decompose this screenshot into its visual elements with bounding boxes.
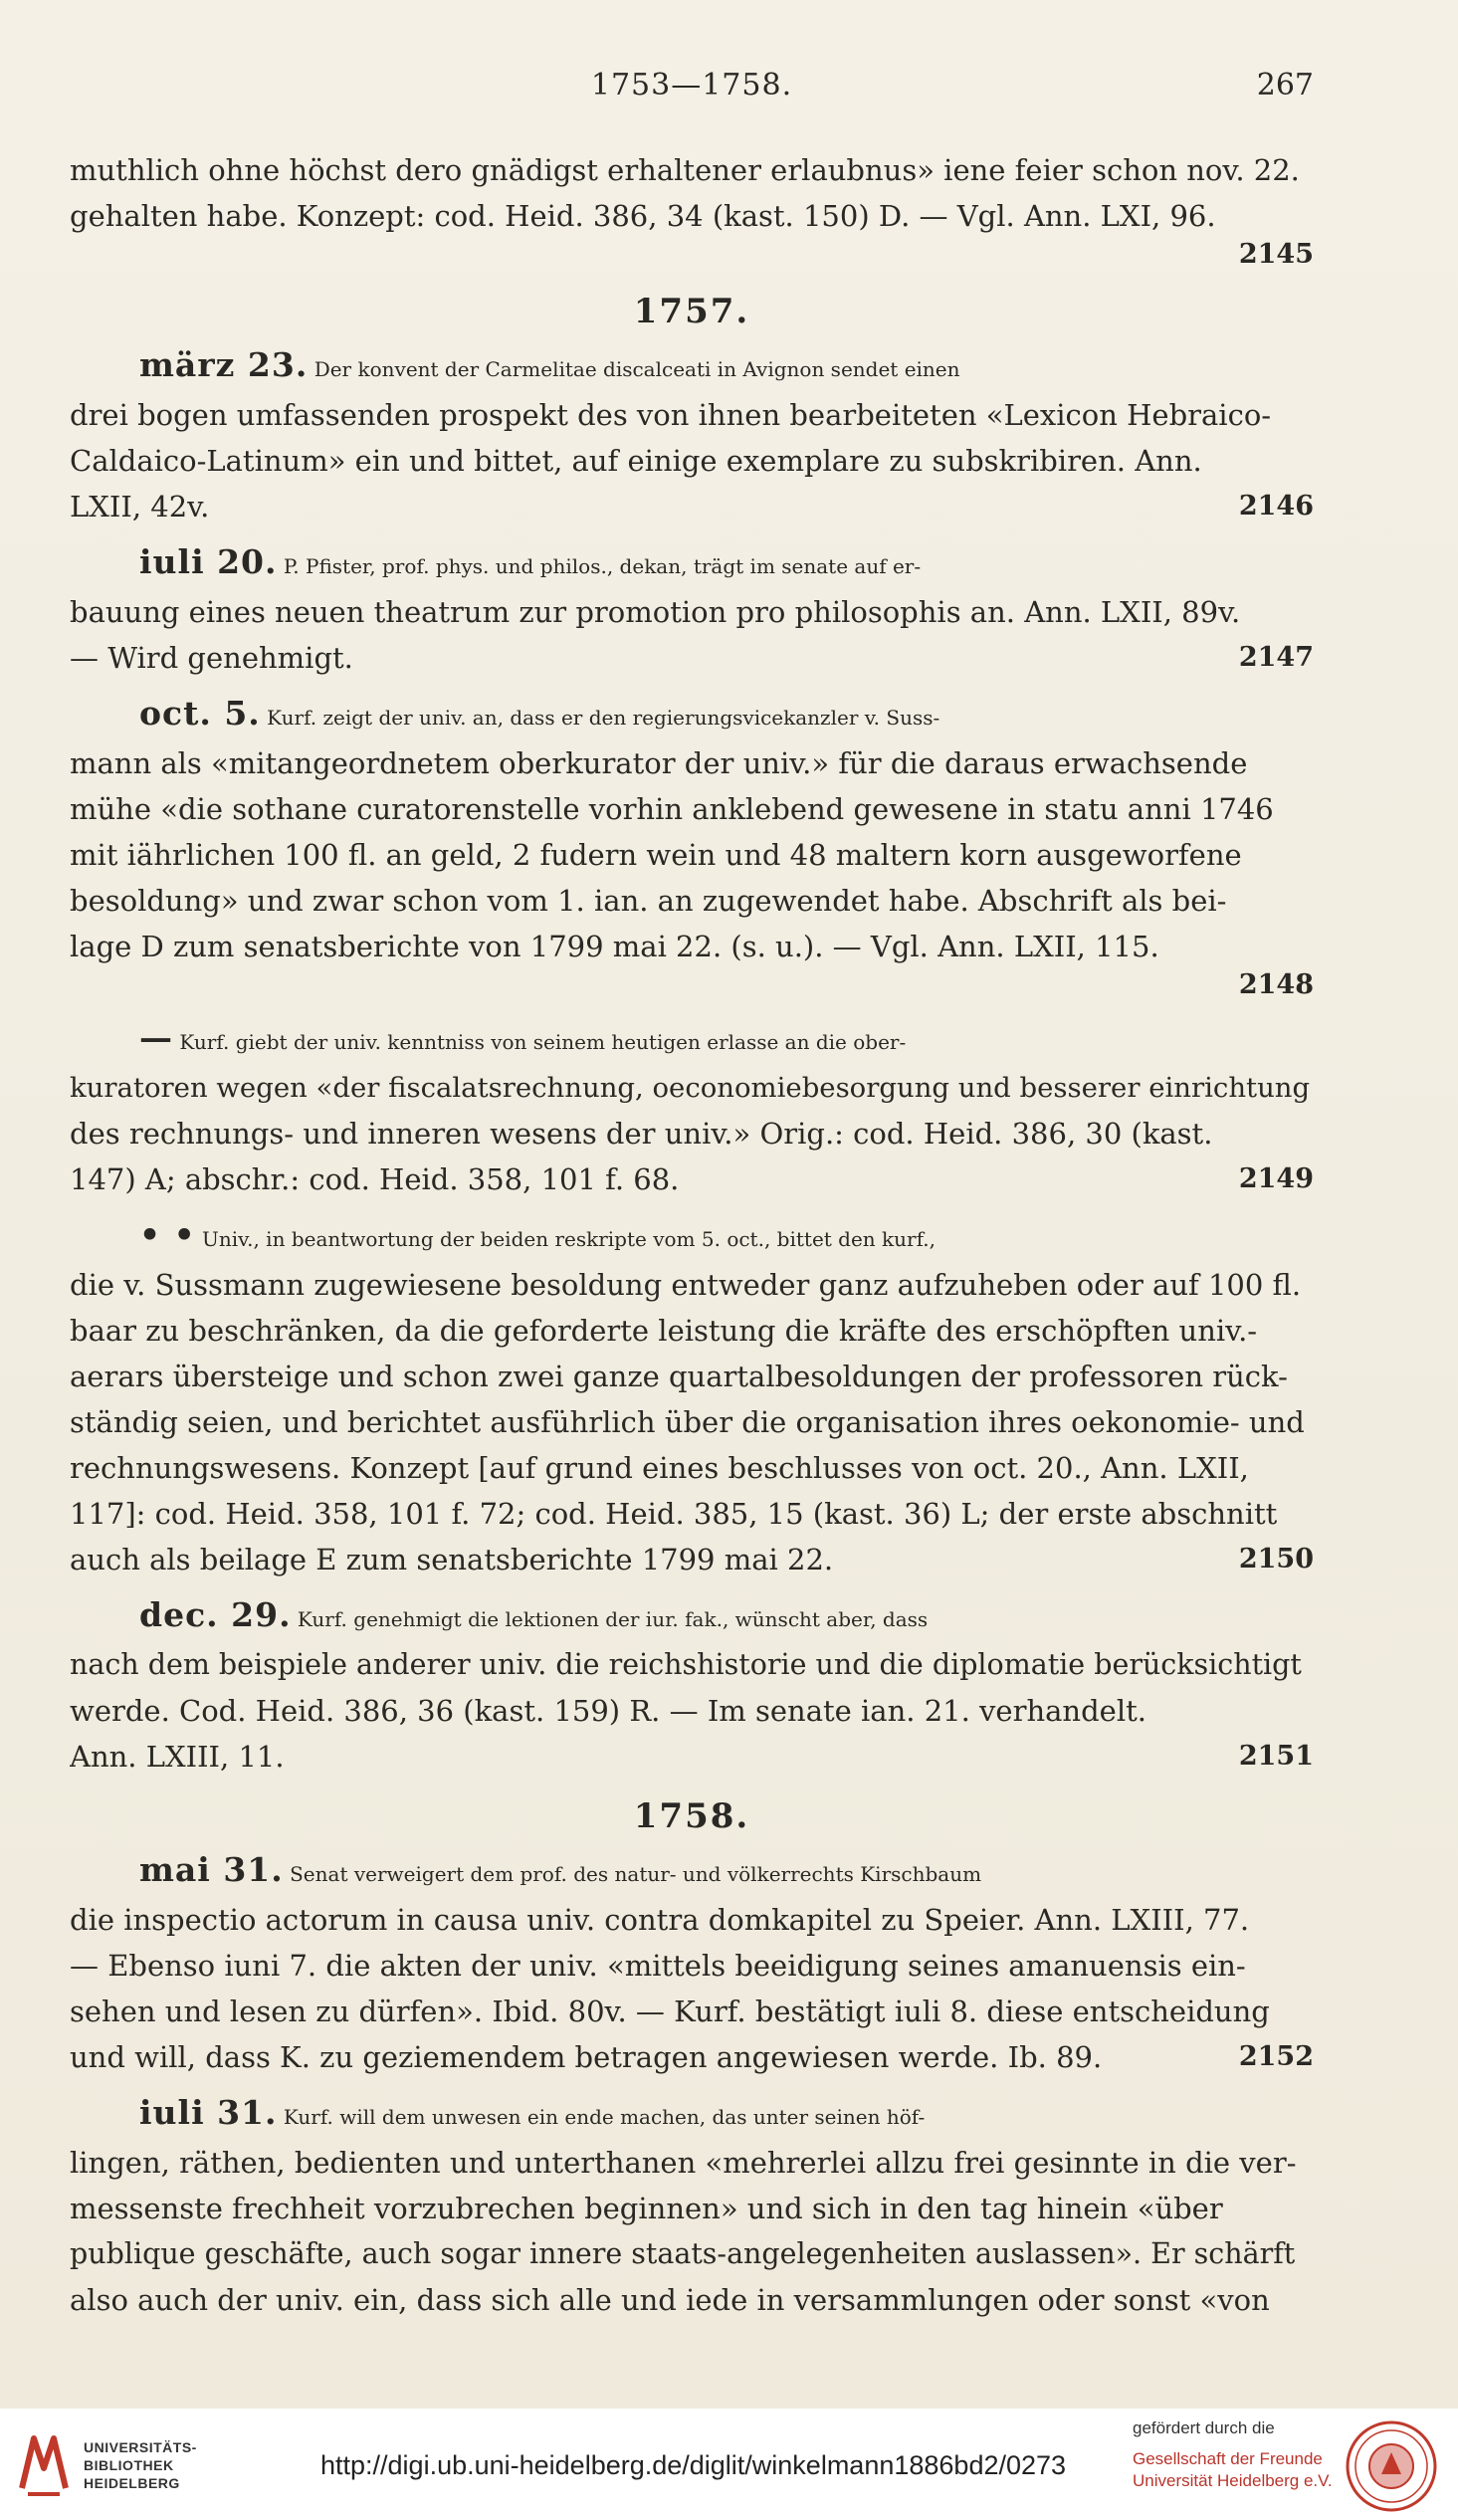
entry-line: [70, 832, 1314, 878]
entry-text: Univ., in beantwortung der beiden reskripte vom 5. oct., bittet den kurf.,: [202, 1227, 937, 1251]
entry-text: lage D zum senatsberichte von 1799 mai 22. (s. u.). — Vgl. Ann. LXII, 115.: [70, 930, 1159, 963]
entry-number: 2148: [1238, 969, 1314, 1000]
entry-line: [70, 342, 1314, 392]
entry-text: Caldaico-Latinum» ein und bittet, auf einige exemplare zu subskribiren. Ann.: [70, 444, 1202, 478]
entry-date: —: [139, 1018, 173, 1057]
entry-line: [70, 438, 1314, 484]
entry-text: — Wird genehmigt.: [70, 641, 353, 675]
entry-line: [70, 635, 1314, 681]
entry-date: dec. 29.: [139, 1595, 292, 1634]
entry-line: [70, 786, 1314, 832]
entry-text: werde. Cod. Heid. 386, 36 (kast. 159) R. — Im senate ian. 21. verhandelt.: [70, 1694, 1146, 1728]
entry-text: Senat verweigert dem prof. des natur- und völkerrechts Kirschbaum: [290, 1862, 982, 1886]
entry-line: [70, 924, 1314, 969]
university-library-logo-icon: [14, 2428, 74, 2498]
entry-line: [70, 1537, 1314, 1582]
university-seal-icon: [1344, 2418, 1439, 2514]
entry-date: märz 23.: [139, 345, 309, 384]
sponsor-line: Universität Heidelberg e.V.: [1133, 2471, 1333, 2490]
entry-text: baar zu beschränken, da die geforderte leistung die kräfte des erschöpften univ.-: [70, 1314, 1258, 1348]
entry-text: 147) A; abschr.: cod. Heid. 358, 101 f. 68.: [70, 1162, 680, 1196]
entry-date: oct. 5.: [139, 694, 261, 733]
register-entry: [70, 1847, 1314, 2080]
entry-number: 2149: [1238, 1163, 1314, 1194]
entry-text: drei bogen umfassenden prospekt des von ihnen bearbeiteten «Lexicon Hebraico-: [70, 398, 1272, 432]
entry-line: [70, 193, 1314, 239]
entry-text: auch als beilage E zum senatsberichte 1799 mai 22.: [70, 1543, 834, 1576]
footer-bar: [0, 2409, 1458, 2520]
register-entry: [70, 539, 1314, 681]
entry-date: • •: [139, 1215, 196, 1254]
entry-line: [70, 691, 1314, 740]
header-date-range: 1753—1758.: [590, 68, 793, 103]
entry-text: besoldung» und zwar schon vom 1. ian. an zugewendet habe. Abschrift als bei-: [70, 884, 1227, 918]
entry-line: [70, 589, 1314, 635]
entry-line: [70, 2231, 1314, 2277]
permalink-url[interactable]: http://digi.ub.uni-heidelberg.de/diglit/winkelmann1886bd2/0273: [320, 2450, 1067, 2480]
entry-text: bauung eines neuen theatrum zur promotion pro philosophis an. Ann. LXII, 89v.: [70, 595, 1241, 629]
entry-line: [70, 1065, 1314, 1111]
entry-line: [70, 1156, 1314, 1202]
entry-number: 2150: [1238, 1544, 1314, 1575]
entry-text: sehen und lesen zu dürfen». Ibid. 80v. — Kurf. bestätigt iuli 8. diese entscheidung: [70, 1995, 1270, 2028]
entry-line: [70, 1399, 1314, 1445]
entry-line: [70, 1989, 1314, 2034]
entry-text: publique geschäfte, auch sogar innere staats-angelegenheiten auslassen». Er schärft: [70, 2237, 1296, 2270]
entry-number: 2146: [1238, 491, 1314, 522]
entry-number: 2152: [1238, 2041, 1314, 2072]
register-entry: [70, 1592, 1314, 1780]
entry-text: mann als «mitangeordnetem oberkurator der univ.» für die daraus erwachsende: [70, 746, 1248, 780]
entry-text: lingen, räthen, bedienten und unterthanen «mehrerlei allzu frei gesinnte in die ver-: [70, 2146, 1297, 2180]
register-entry: [70, 2090, 1314, 2323]
entry-text: ständig seien, und berichtet ausführlich über die organisation ihres oekonomie- und: [70, 1405, 1305, 1439]
entry-line: [70, 2277, 1314, 2323]
entry-line: [70, 1491, 1314, 1537]
entry-line: [70, 1308, 1314, 1354]
year-heading: 1757.: [633, 292, 750, 331]
entry-text: und will, dass K. zu geziemendem betragen angewiesen werde. Ib. 89.: [70, 2040, 1103, 2074]
entry-text: aerars übersteige und schon zwei ganze quartalbesoldungen der professoren rück-: [70, 1360, 1288, 1393]
page-header: [70, 68, 1314, 117]
entry-text: Kurf. zeigt der univ. an, dass er den regierungsvicekanzler v. Suss-: [267, 706, 940, 730]
register-entry: [70, 1015, 1314, 1202]
entry-line: [70, 1592, 1314, 1642]
entry-text: mit iährlichen 100 fl. an geld, 2 fudern wein und 48 maltern korn ausgeworfene: [70, 838, 1242, 872]
entry-text: die inspectio actorum in causa univ. contra domkapitel zu Speier. Ann. LXIII, 77.: [70, 1903, 1250, 1937]
entry-line: [70, 2186, 1314, 2231]
entry-line: [70, 484, 1314, 529]
entry-text: Kurf. will dem unwesen ein ende machen, das unter seinen höf-: [283, 2105, 926, 2129]
entry-line: [70, 1943, 1314, 1989]
entry-text: muthlich ohne höchst dero gnädigst erhaltener erlaubnus» iene feier schon nov. 22.: [70, 153, 1300, 187]
entry-line: [70, 1897, 1314, 1943]
entry-line: [70, 539, 1314, 589]
entry-text: LXII, 42v.: [70, 490, 210, 524]
entry-line: [70, 878, 1314, 924]
entry-line: [70, 1847, 1314, 1897]
entry-line: [70, 392, 1314, 438]
page-number: 267: [1256, 68, 1314, 103]
entry-text: Kurf. genehmigt die lektionen der iur. fak., wünscht aber, dass: [297, 1607, 929, 1631]
entry-line: [70, 1111, 1314, 1156]
year-heading: 1758.: [633, 1796, 750, 1836]
entry-text: Ann. LXIII, 11.: [70, 1740, 285, 1774]
entry-text: die v. Sussmann zugewiesene besoldung entweder ganz aufzuheben oder auf 100 fl.: [70, 1268, 1302, 1302]
entry-line: [70, 1015, 1314, 1065]
entry-line: [70, 2090, 1314, 2140]
entry-line: [70, 740, 1314, 786]
entry-line: [70, 1734, 1314, 1780]
entry-number: 2147: [1238, 642, 1314, 673]
sponsor-name: [1133, 2448, 1333, 2492]
entry-line: [70, 2034, 1314, 2080]
entry-text: Der konvent der Carmelitae discalceati in Avignon sendet einen: [313, 357, 960, 381]
register-entry: [70, 1212, 1314, 1582]
entry-date: iuli 31.: [139, 2093, 278, 2132]
register-entry: [70, 147, 1314, 275]
entry-text: rechnungswesens. Konzept [auf grund eines beschlusses von oct. 20., Ann. LXII,: [70, 1451, 1249, 1485]
entry-text: des rechnungs- und inneren wesens der univ.» Orig.: cod. Heid. 386, 30 (kast.: [70, 1117, 1213, 1151]
entry-text: gehalten habe. Konzept: cod. Heid. 386, 34 (kast. 150) D. — Vgl. Ann. LXI, 96.: [70, 199, 1216, 233]
entry-line: [70, 1642, 1314, 1688]
library-name-line: HEIDELBERG: [84, 2475, 180, 2491]
entry-line: [70, 147, 1314, 193]
entry-line: [70, 1262, 1314, 1308]
library-name: [84, 2438, 197, 2492]
entry-text: messenste frechheit vorzubrechen beginnen» und sich in den tag hinein «über: [70, 2192, 1223, 2225]
entry-line: [70, 1354, 1314, 1399]
entry-line: [70, 1445, 1314, 1491]
entry-text: kuratoren wegen «der fiscalatsrechnung, oeconomiebesorgung und besserer einrichtung: [70, 1072, 1311, 1104]
entry-text: — Ebenso iuni 7. die akten der univ. «mittels beeidigung seines amanuensis ein-: [70, 1949, 1246, 1983]
entry-line: [70, 2140, 1314, 2186]
sponsor-line: Gesellschaft der Freunde: [1133, 2449, 1323, 2468]
entry-text: also auch der univ. ein, dass sich alle und iede in versammlungen oder sonst «von: [70, 2283, 1270, 2317]
entry-text: mühe «die sothane curatorenstelle vorhin anklebend gewesene in statu anni 1746: [70, 792, 1274, 826]
entry-number: 2145: [1238, 239, 1314, 270]
entry-text: nach dem beispiele anderer univ. die reichshistorie und die diplomatie berücksichtigt: [70, 1648, 1302, 1681]
entry-line: [70, 1688, 1314, 1734]
entry-date: iuli 20.: [139, 542, 278, 581]
page-body: [70, 147, 1314, 2333]
entry-text: 117]: cod. Heid. 358, 101 f. 72; cod. Heid. 385, 15 (kast. 36) L; der erste abschnitt: [70, 1497, 1278, 1531]
entry-line: [70, 1212, 1314, 1262]
register-entry: [70, 691, 1314, 1005]
entry-text: Kurf. giebt der univ. kenntniss von seinem heutigen erlasse an die ober-: [179, 1030, 907, 1054]
library-name-line: BIBLIOTHEK: [84, 2457, 174, 2473]
entry-date: mai 31.: [139, 1850, 284, 1889]
entry-text: P. Pfister, prof. phys. und philos., dekan, trägt im senate auf er-: [283, 554, 922, 578]
sponsor-heading: gefördert durch die: [1133, 2418, 1275, 2437]
library-name-line: UNIVERSITÄTS-: [84, 2439, 197, 2455]
entry-number: 2151: [1238, 1741, 1314, 1772]
register-entry: [70, 342, 1314, 529]
